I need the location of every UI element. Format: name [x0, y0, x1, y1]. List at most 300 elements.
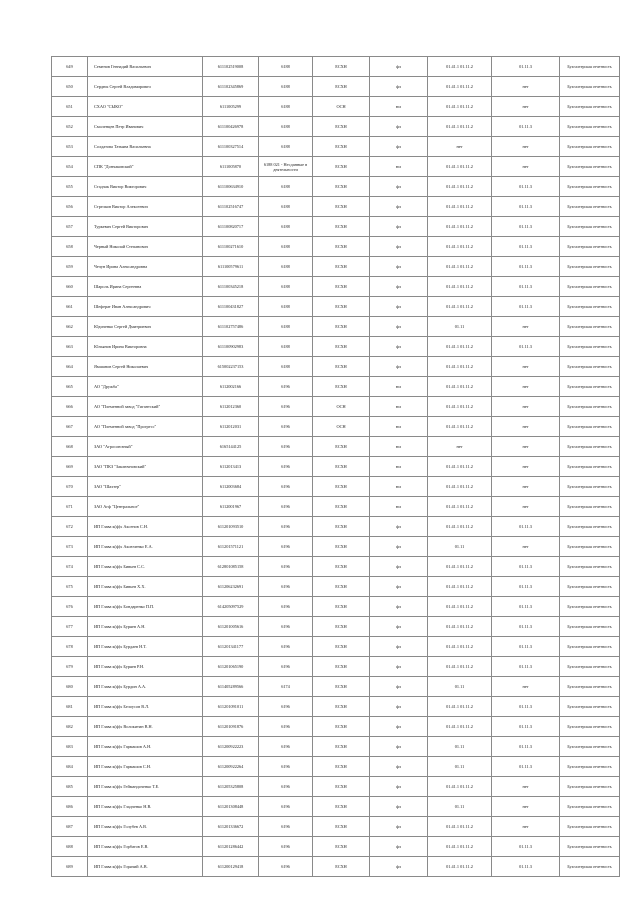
okved-extra-cell: 01.11.3 — [492, 717, 560, 737]
table-row — [52, 177, 620, 197]
tax-office-code-cell: 6196 — [259, 577, 313, 597]
okved-main-cell: 01.11 — [428, 317, 492, 337]
reporting-type-cell: Бухгалтерская отчетность — [560, 417, 620, 437]
entity-name-cell: ИП Глава к(ф)х Бурдаев Н.Т. — [88, 637, 203, 657]
row-number-cell: 651 — [52, 97, 88, 117]
row-number-cell: 671 — [52, 497, 88, 517]
table-row — [52, 497, 620, 517]
entity-type-cell: фл — [370, 57, 428, 77]
table-row — [52, 337, 620, 357]
okved-main-cell: 01.41.1 01.11.2 — [428, 617, 492, 637]
table-row — [52, 157, 620, 177]
registry-table-body — [52, 57, 620, 877]
inn-cell: 615002237153 — [203, 357, 259, 377]
row-number-cell: 665 — [52, 377, 88, 397]
tax-regime-cell: ЕСХН — [313, 657, 370, 677]
entity-type-cell: фл — [370, 577, 428, 597]
okved-main-cell: 01.41.1 01.11.2 — [428, 837, 492, 857]
inn-cell: 6112013413 — [203, 457, 259, 477]
inn-cell: 611205325808 — [203, 777, 259, 797]
inn-cell: 614205097529 — [203, 597, 259, 617]
okved-main-cell: 01.41.1 01.11.2 — [428, 117, 492, 137]
okved-main-cell: 01.41.1 01.11.2 — [428, 97, 492, 117]
table-row — [52, 377, 620, 397]
tax-office-code-cell: 6188 — [259, 137, 313, 157]
entity-type-cell: фл — [370, 337, 428, 357]
inn-cell: 611100902983 — [203, 337, 259, 357]
entity-type-cell: фл — [370, 217, 428, 237]
tax-regime-cell: ЕСХН — [313, 437, 370, 457]
row-number-cell: 650 — [52, 77, 88, 97]
okved-extra-cell: 01.11.3 — [492, 117, 560, 137]
reporting-type-cell: Бухгалтерская отчетность — [560, 697, 620, 717]
okved-main-cell: 01.41.1 01.11.2 — [428, 337, 492, 357]
row-number-cell: 652 — [52, 117, 88, 137]
entity-type-cell: фл — [370, 537, 428, 557]
okved-extra-cell: нет — [492, 317, 560, 337]
okved-main-cell: 01.41.1 01.11.2 — [428, 157, 492, 177]
row-number-cell: 659 — [52, 257, 88, 277]
table-row — [52, 257, 620, 277]
tax-regime-cell: ЕСХН — [313, 57, 370, 77]
inn-cell: 6165144125 — [203, 437, 259, 457]
okved-extra-cell: 01.11.3 — [492, 257, 560, 277]
table-row — [52, 617, 620, 637]
tax-regime-cell: ЕСХН — [313, 297, 370, 317]
entity-type-cell: фл — [370, 357, 428, 377]
inn-cell: 6112003684 — [203, 477, 259, 497]
tax-office-code-cell: 6196 — [259, 457, 313, 477]
tax-regime-cell: ЕСХН — [313, 677, 370, 697]
okved-main-cell: 01.11 — [428, 737, 492, 757]
entity-type-cell: фл — [370, 697, 428, 717]
reporting-type-cell: Бухгалтерская отчетность — [560, 817, 620, 837]
okved-extra-cell: 01.11.3 — [492, 57, 560, 77]
tax-regime-cell: ЕСХН — [313, 357, 370, 377]
entity-type-cell: фл — [370, 757, 428, 777]
entity-name-cell: ИП Глава к(ф)х Гармашов А.Н. — [88, 737, 203, 757]
inn-cell: 611100431827 — [203, 297, 259, 317]
okved-main-cell: 01.41.1 01.11.2 — [428, 397, 492, 417]
tax-office-code-cell: 6188 — [259, 257, 313, 277]
entity-type-cell: юл — [370, 157, 428, 177]
inn-cell: 611201336672 — [203, 817, 259, 837]
okved-extra-cell: 01.11.3 — [492, 217, 560, 237]
tax-office-code-cell: 6196 — [259, 437, 313, 457]
okved-extra-cell: 01.11.3 — [492, 597, 560, 617]
entity-type-cell: юл — [370, 477, 428, 497]
table-row — [52, 757, 620, 777]
row-number-cell: 664 — [52, 357, 88, 377]
tax-regime-cell: ЕСХН — [313, 617, 370, 637]
okved-extra-cell: 01.11.3 — [492, 737, 560, 757]
inn-cell: 611102757486 — [203, 317, 259, 337]
row-number-cell: 672 — [52, 517, 88, 537]
entity-name-cell: Ямшанов Сергей Николаевич — [88, 357, 203, 377]
table-row — [52, 117, 620, 137]
table-row — [52, 137, 620, 157]
inn-cell: 6112001967 — [203, 497, 259, 517]
okved-main-cell: нет — [428, 137, 492, 157]
reporting-type-cell: Бухгалтерская отчетность — [560, 337, 620, 357]
okved-extra-cell: нет — [492, 457, 560, 477]
okved-main-cell: 01.41.1 01.11.2 — [428, 377, 492, 397]
entity-type-cell: фл — [370, 517, 428, 537]
tax-office-code-cell: 6196 — [259, 617, 313, 637]
entity-type-cell: фл — [370, 637, 428, 657]
entity-name-cell: ИП Глава к(ф)х Голубев А.В. — [88, 817, 203, 837]
okved-main-cell: 01.41.1 01.11.2 — [428, 217, 492, 237]
reporting-type-cell: Бухгалтерская отчетность — [560, 617, 620, 637]
reporting-type-cell: Бухгалтерская отчетность — [560, 177, 620, 197]
okved-extra-cell: 01.11.3 — [492, 197, 560, 217]
entity-name-cell: Семенов Геннадий Васильевич — [88, 57, 203, 77]
tax-regime-cell: ЕСХН — [313, 637, 370, 657]
reporting-type-cell: Бухгалтерская отчетность — [560, 377, 620, 397]
row-number-cell: 683 — [52, 737, 88, 757]
okved-extra-cell: 01.11.3 — [492, 697, 560, 717]
reporting-type-cell: Бухгалтерская отчетность — [560, 657, 620, 677]
okved-main-cell: 01.41.1 01.11.2 — [428, 237, 492, 257]
okved-main-cell: 01.41.1 01.11.2 — [428, 657, 492, 677]
reporting-type-cell: Бухгалтерская отчетность — [560, 457, 620, 477]
tax-office-code-cell: 6196 — [259, 777, 313, 797]
tax-regime-cell: ОСН — [313, 417, 370, 437]
row-number-cell: 653 — [52, 137, 88, 157]
reporting-type-cell: Бухгалтерская отчетность — [560, 57, 620, 77]
entity-type-cell: фл — [370, 297, 428, 317]
reporting-type-cell: Бухгалтерская отчетность — [560, 197, 620, 217]
entity-type-cell: фл — [370, 737, 428, 757]
tax-office-code-cell: 6188 — [259, 317, 313, 337]
entity-type-cell: фл — [370, 317, 428, 337]
entity-type-cell: фл — [370, 837, 428, 857]
entity-type-cell: фл — [370, 677, 428, 697]
reporting-type-cell: Бухгалтерская отчетность — [560, 737, 620, 757]
row-number-cell: 660 — [52, 277, 88, 297]
okved-extra-cell: нет — [492, 137, 560, 157]
okved-main-cell: 01.41.1 01.11.2 — [428, 457, 492, 477]
table-row — [52, 817, 620, 837]
reporting-type-cell: Бухгалтерская отчетность — [560, 637, 620, 657]
okved-extra-cell: нет — [492, 497, 560, 517]
okved-extra-cell: нет — [492, 537, 560, 557]
okved-extra-cell: нет — [492, 777, 560, 797]
inn-cell: 611201341177 — [203, 637, 259, 657]
entity-name-cell: ИП Глава к(ф)х Горбатов Е.В. — [88, 837, 203, 857]
okved-main-cell: 01.41.1 01.11.2 — [428, 57, 492, 77]
tax-office-code-cell: 6196 — [259, 657, 313, 677]
okved-extra-cell: 01.11.3 — [492, 277, 560, 297]
okved-main-cell: 01.41.1 01.11.2 — [428, 577, 492, 597]
entity-type-cell: фл — [370, 277, 428, 297]
okved-main-cell: 01.11 — [428, 677, 492, 697]
okved-main-cell: 01.41.1 01.11.2 — [428, 297, 492, 317]
table-row — [52, 597, 620, 617]
inn-cell: 611405289566 — [203, 677, 259, 697]
row-number-cell: 679 — [52, 657, 88, 677]
tax-regime-cell: ЕСХН — [313, 277, 370, 297]
entity-name-cell: Чечун Ирина Александровна — [88, 257, 203, 277]
tax-regime-cell: ЕСХН — [313, 597, 370, 617]
okved-extra-cell: нет — [492, 97, 560, 117]
row-number-cell: 676 — [52, 597, 88, 617]
okved-main-cell: 01.41.1 01.11.2 — [428, 597, 492, 617]
tax-regime-cell: ЕСХН — [313, 517, 370, 537]
reporting-type-cell: Бухгалтерская отчетность — [560, 577, 620, 597]
tax-regime-cell: ЕСХН — [313, 737, 370, 757]
entity-name-cell: ИП Глава к(ф)х Гладченко Н.В. — [88, 797, 203, 817]
row-number-cell: 685 — [52, 777, 88, 797]
row-number-cell: 684 — [52, 757, 88, 777]
registry-table — [51, 56, 620, 877]
reporting-type-cell: Бухгалтерская отчетность — [560, 757, 620, 777]
inn-cell: 611100579611 — [203, 257, 259, 277]
tax-office-code-cell: 6188 021 - Несданные в деятельности — [259, 157, 313, 177]
tax-regime-cell: ЕСХН — [313, 177, 370, 197]
row-number-cell: 687 — [52, 817, 88, 837]
okved-extra-cell: 01.11.3 — [492, 517, 560, 537]
entity-type-cell: юл — [370, 497, 428, 517]
reporting-type-cell: Бухгалтерская отчетность — [560, 237, 620, 257]
entity-name-cell: ИП Глава к(ф)х Бивьев Х.Х. — [88, 577, 203, 597]
inn-cell: 6112012360 — [203, 397, 259, 417]
entity-type-cell: юл — [370, 417, 428, 437]
okved-extra-cell: нет — [492, 677, 560, 697]
entity-type-cell: фл — [370, 117, 428, 137]
inn-cell: 611102519008 — [203, 57, 259, 77]
tax-regime-cell: ЕСХН — [313, 717, 370, 737]
tax-regime-cell: ЕСХН — [313, 477, 370, 497]
tax-regime-cell: ЕСХН — [313, 337, 370, 357]
inn-cell: 6112002166 — [203, 377, 259, 397]
inn-cell: 611200129418 — [203, 857, 259, 877]
entity-type-cell: фл — [370, 197, 428, 217]
tax-regime-cell: ОСН — [313, 397, 370, 417]
okved-extra-cell: 01.11.3 — [492, 557, 560, 577]
okved-main-cell: 01.41.1 01.11.2 — [428, 697, 492, 717]
okved-main-cell: нет — [428, 437, 492, 457]
row-number-cell: 680 — [52, 677, 88, 697]
reporting-type-cell: Бухгалтерская отчетность — [560, 717, 620, 737]
reporting-type-cell: Бухгалтерская отчетность — [560, 357, 620, 377]
row-number-cell: 681 — [52, 697, 88, 717]
table-row — [52, 577, 620, 597]
inn-cell: 611201091011 — [203, 697, 259, 717]
entity-name-cell: Шеферат Иван Александрович — [88, 297, 203, 317]
inn-cell: 611100271610 — [203, 237, 259, 257]
tax-office-code-cell: 6188 — [259, 117, 313, 137]
tax-regime-cell: ЕСХН — [313, 77, 370, 97]
table-row — [52, 677, 620, 697]
entity-type-cell: юл — [370, 457, 428, 477]
row-number-cell: 675 — [52, 577, 88, 597]
reporting-type-cell: Бухгалтерская отчетность — [560, 497, 620, 517]
reporting-type-cell: Бухгалтерская отчетность — [560, 117, 620, 137]
row-number-cell: 673 — [52, 537, 88, 557]
entity-name-cell: Стрелков Виктор Алексеевич — [88, 197, 203, 217]
tax-office-code-cell: 6188 — [259, 57, 313, 77]
tax-office-code-cell: 6196 — [259, 537, 313, 557]
table-row — [52, 797, 620, 817]
inn-cell: 6111005299 — [203, 97, 259, 117]
entity-type-cell: фл — [370, 237, 428, 257]
tax-office-code-cell: 6196 — [259, 837, 313, 857]
table-row — [52, 97, 620, 117]
row-number-cell: 649 — [52, 57, 88, 77]
row-number-cell: 666 — [52, 397, 88, 417]
entity-type-cell: фл — [370, 597, 428, 617]
tax-regime-cell: ЕСХН — [313, 577, 370, 597]
tax-office-code-cell: 6196 — [259, 797, 313, 817]
table-row — [52, 297, 620, 317]
tax-regime-cell: ЕСХН — [313, 117, 370, 137]
reporting-type-cell: Бухгалтерская отчетность — [560, 517, 620, 537]
entity-name-cell: ИП Глава к(ф)х Аксюченко Е.А. — [88, 537, 203, 557]
inn-cell: 611201093510 — [203, 517, 259, 537]
okved-extra-cell: 01.11.3 — [492, 837, 560, 857]
reporting-type-cell: Бухгалтерская отчетность — [560, 437, 620, 457]
okved-extra-cell: нет — [492, 477, 560, 497]
tax-regime-cell: ЕСХН — [313, 817, 370, 837]
tax-office-code-cell: 6188 — [259, 277, 313, 297]
entity-name-cell: Черный Николай Степанович — [88, 237, 203, 257]
reporting-type-cell: Бухгалтерская отчетность — [560, 317, 620, 337]
inn-cell: 611100634910 — [203, 177, 259, 197]
okved-extra-cell: 01.11.3 — [492, 337, 560, 357]
reporting-type-cell: Бухгалтерская отчетность — [560, 837, 620, 857]
okved-extra-cell: 01.11.3 — [492, 577, 560, 597]
tax-office-code-cell: 6188 — [259, 177, 313, 197]
row-number-cell: 674 — [52, 557, 88, 577]
reporting-type-cell: Бухгалтерская отчетность — [560, 777, 620, 797]
reporting-type-cell: Бухгалтерская отчетность — [560, 297, 620, 317]
entity-name-cell: ЗАО "ПКЗ "Заключновский" — [88, 457, 203, 477]
row-number-cell: 656 — [52, 197, 88, 217]
entity-type-cell: фл — [370, 797, 428, 817]
inn-cell: 611102516747 — [203, 197, 259, 217]
inn-cell: 611200922264 — [203, 757, 259, 777]
tax-regime-cell: ЕСХН — [313, 837, 370, 857]
tax-office-code-cell: 6196 — [259, 517, 313, 537]
reporting-type-cell: Бухгалтерская отчетность — [560, 477, 620, 497]
table-row — [52, 277, 620, 297]
okved-main-cell: 01.41.1 01.11.2 — [428, 777, 492, 797]
table-row — [52, 837, 620, 857]
okved-extra-cell: нет — [492, 397, 560, 417]
inn-cell: 611201091876 — [203, 717, 259, 737]
entity-type-cell: фл — [370, 817, 428, 837]
tax-office-code-cell: 6188 — [259, 337, 313, 357]
okved-main-cell: 01.41.1 01.11.2 — [428, 717, 492, 737]
entity-name-cell: ИП Глава к(ф)х Аксенов С.Н. — [88, 517, 203, 537]
entity-type-cell: юл — [370, 97, 428, 117]
tax-regime-cell: ЕСХН — [313, 537, 370, 557]
entity-name-cell: ИП Глава к(ф)х Бондаренко П.П. — [88, 597, 203, 617]
entity-name-cell: ИП Глава к(ф)х Бурдин А.А. — [88, 677, 203, 697]
table-row — [52, 57, 620, 77]
tax-regime-cell: ЕСХН — [313, 557, 370, 577]
row-number-cell: 678 — [52, 637, 88, 657]
entity-name-cell: СХАО "СЫКО" — [88, 97, 203, 117]
okved-extra-cell: 01.11.3 — [492, 617, 560, 637]
row-number-cell: 667 — [52, 417, 88, 437]
reporting-type-cell: Бухгалтерская отчетность — [560, 257, 620, 277]
okved-extra-cell: 01.11.3 — [492, 637, 560, 657]
entity-type-cell: юл — [370, 397, 428, 417]
tax-regime-cell: ЕСХН — [313, 237, 370, 257]
row-number-cell: 654 — [52, 157, 88, 177]
table-row — [52, 537, 620, 557]
tax-office-code-cell: 6196 — [259, 557, 313, 577]
reporting-type-cell: Бухгалтерская отчетность — [560, 857, 620, 877]
entity-name-cell: ЗАО "Шахтер" — [88, 477, 203, 497]
table-row — [52, 557, 620, 577]
entity-name-cell: Юльянов Ирина Викторовна — [88, 337, 203, 357]
entity-name-cell: Смоленцев Петр Иванович — [88, 117, 203, 137]
entity-type-cell: фл — [370, 617, 428, 637]
okved-extra-cell: 01.11.3 — [492, 857, 560, 877]
table-row — [52, 637, 620, 657]
okved-main-cell: 01.11 — [428, 537, 492, 557]
row-number-cell: 661 — [52, 297, 88, 317]
row-number-cell: 658 — [52, 237, 88, 257]
tax-office-code-cell: 6196 — [259, 737, 313, 757]
entity-name-cell: Стадчак Виктор Викторович — [88, 177, 203, 197]
tax-office-code-cell: 6196 — [259, 637, 313, 657]
row-number-cell: 669 — [52, 457, 88, 477]
table-row — [52, 357, 620, 377]
okved-extra-cell: 01.11.3 — [492, 177, 560, 197]
reporting-type-cell: Бухгалтерская отчетность — [560, 97, 620, 117]
okved-extra-cell: нет — [492, 437, 560, 457]
reporting-type-cell: Бухгалтерская отчетность — [560, 557, 620, 577]
row-number-cell: 668 — [52, 437, 88, 457]
okved-main-cell: 01.41.1 01.11.2 — [428, 557, 492, 577]
row-number-cell: 663 — [52, 337, 88, 357]
entity-name-cell: ИП Глава к(ф)х Буряев А.Н. — [88, 617, 203, 637]
entity-type-cell: фл — [370, 777, 428, 797]
tax-office-code-cell: 6188 — [259, 77, 313, 97]
document-page — [51, 56, 612, 877]
tax-office-code-cell: 6196 — [259, 757, 313, 777]
tax-office-code-cell: 6196 — [259, 477, 313, 497]
table-row — [52, 457, 620, 477]
tax-regime-cell: ЕСХН — [313, 697, 370, 717]
tax-office-code-cell: 6188 — [259, 297, 313, 317]
okved-extra-cell: нет — [492, 77, 560, 97]
okved-main-cell: 01.41.1 01.11.2 — [428, 197, 492, 217]
okved-main-cell: 01.41.1 01.11.2 — [428, 417, 492, 437]
okved-main-cell: 01.41.1 01.11.2 — [428, 497, 492, 517]
reporting-type-cell: Бухгалтерская отчетность — [560, 137, 620, 157]
table-row — [52, 477, 620, 497]
inn-cell: 611100345218 — [203, 277, 259, 297]
entity-name-cell: АО "Племенной завод "Гигантский" — [88, 397, 203, 417]
inn-cell: 611206232691 — [203, 577, 259, 597]
table-row — [52, 217, 620, 237]
tax-regime-cell: ЕСХН — [313, 217, 370, 237]
tax-regime-cell: ЕСХН — [313, 197, 370, 217]
reporting-type-cell: Бухгалтерская отчетность — [560, 77, 620, 97]
table-row — [52, 737, 620, 757]
okved-main-cell: 01.41.1 01.11.2 — [428, 517, 492, 537]
row-number-cell: 662 — [52, 317, 88, 337]
tax-office-code-cell: 6188 — [259, 237, 313, 257]
tax-regime-cell: ЕСХН — [313, 497, 370, 517]
okved-main-cell: 01.41.1 01.11.2 — [428, 637, 492, 657]
inn-cell: 611201308448 — [203, 797, 259, 817]
